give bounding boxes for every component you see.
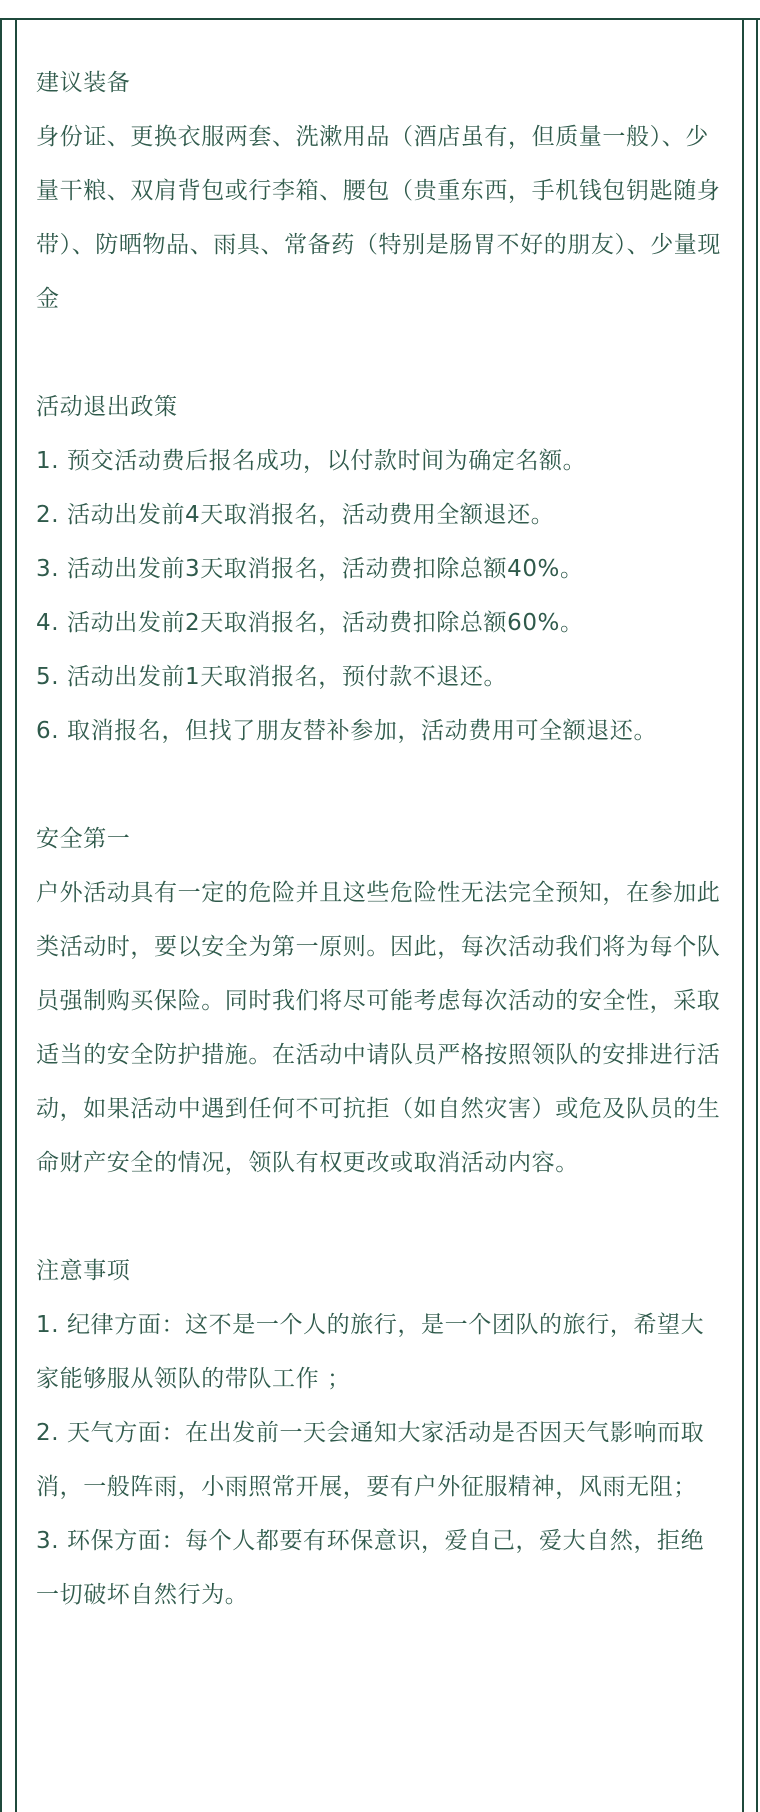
safety-heading: 安全第一 [36,826,131,852]
notes-heading: 注意事项 [36,1258,131,1284]
refund-policy-item: 3. 活动出发前3天取消报名，活动费扣除总额40%。 [36,556,584,582]
safety-body: 户外活动具有一定的危险并且这些危险性无法完全预知，在参加此类活动时，要以安全为第一原则。因此，每次活动我们将为每个队员强制购买保险。同时我们将尽可能考虑每次活动的安全性，采取适当的安全防护措施。在活动中请队员严格按照领队的安排进行活动，如果活动中遇到任何不可抗拒（如自然灾害）或危及队员的生命财产安全的情况，领队有权更改或取消活动内容。 [36,880,721,1176]
equipment-body: 身份证、更换衣服两套、洗漱用品（酒店虽有，但质量一般）、少量干粮、双肩背包或行李箱、腰包（贵重东西，手机钱包钥匙随身带）、防晒物品、雨具、常备药（特别是肠胃不好的朋友）、少量现金 [36,124,721,312]
frame-left-inner-border [15,18,17,1812]
frame-right-outer-border [756,18,758,1812]
refund-policy-item: 2. 活动出发前4天取消报名，活动费用全额退还。 [36,502,555,528]
notes-item: 2. 天气方面：在出发前一天会通知大家活动是否因天气影响而取消，一般阵雨，小雨照常开展，要有户外征服精神，风雨无阻； [36,1420,705,1500]
notes-item: 1. 纪律方面：这不是一个人的旅行，是一个团队的旅行，希望大家能够服从领队的带队工作 ； [36,1312,705,1392]
refund-policy-item: 6. 取消报名，但找了朋友替补参加，活动费用可全额退还。 [36,718,658,744]
notes-list [36,1298,726,1622]
refund-policy-item: 1. 预交活动费后报名成功，以付款时间为确定名额。 [36,448,587,474]
refund-policy-list [36,434,726,758]
equipment-section [36,56,726,326]
equipment-heading: 建议装备 [36,70,131,96]
article-content [36,56,726,1622]
frame-right-inner-border [742,18,744,1812]
notes-item: 3. 环保方面：每个人都要有环保意识，爱自己，爱大自然，拒绝一切破坏自然行为。 [36,1528,705,1608]
refund-policy-heading: 活动退出政策 [36,394,178,420]
frame-left-outer-border [0,18,2,1812]
refund-policy-item: 5. 活动出发前1天取消报名，预付款不退还。 [36,664,508,690]
notes-section [36,1244,726,1622]
refund-policy-section [36,380,726,758]
frame-top-border [0,18,760,20]
refund-policy-item: 4. 活动出发前2天取消报名，活动费扣除总额60%。 [36,610,584,636]
safety-section [36,812,726,1190]
